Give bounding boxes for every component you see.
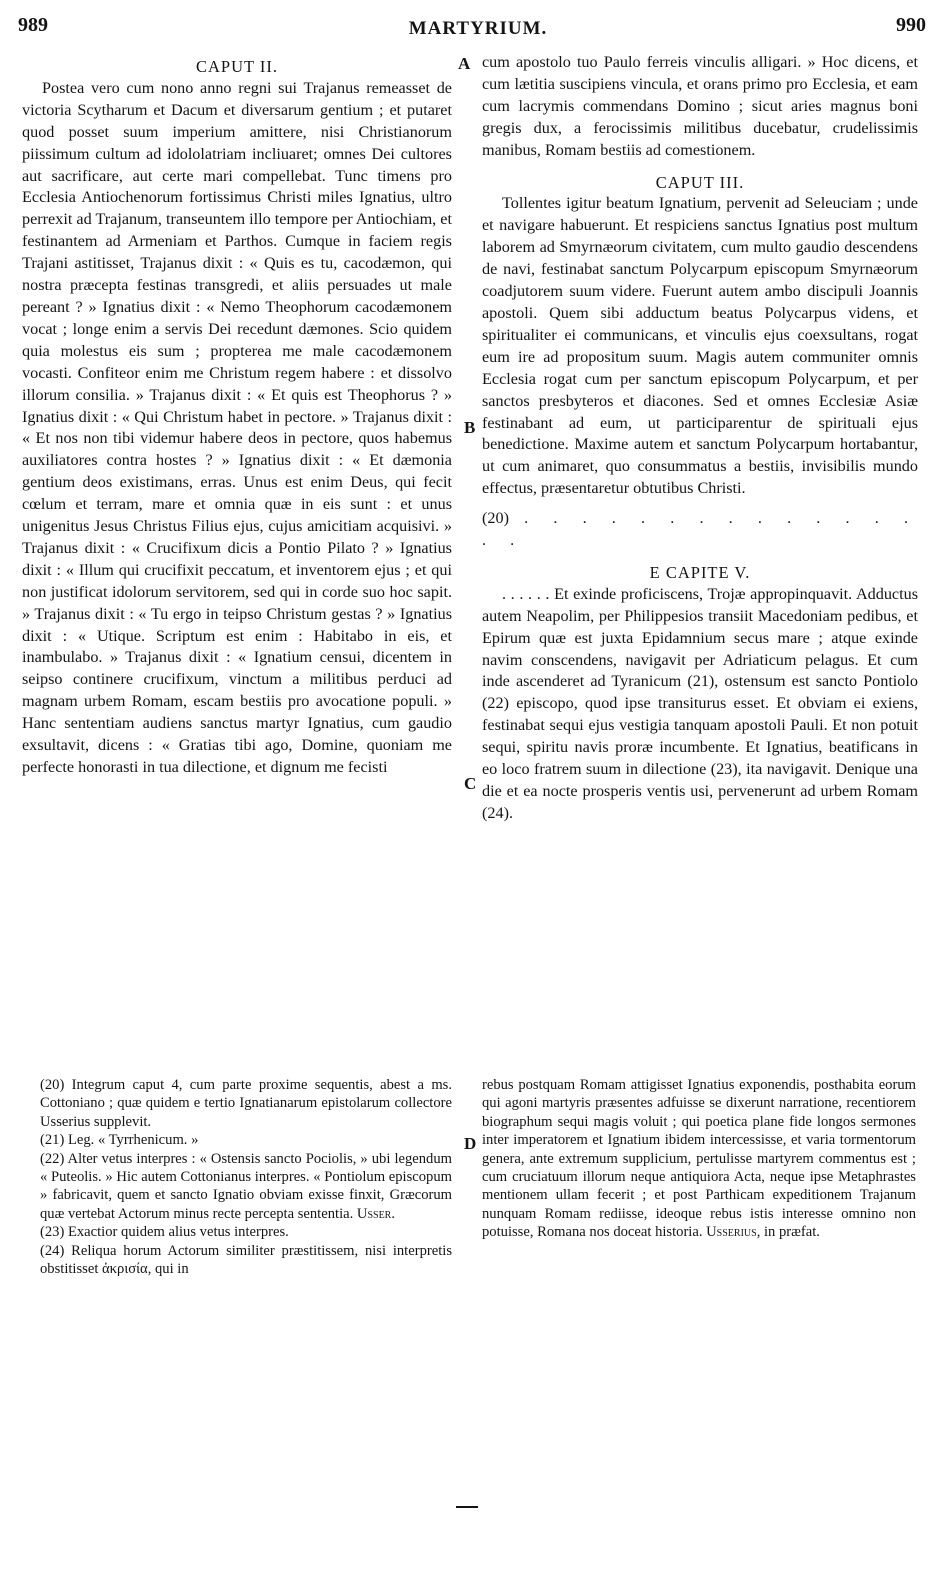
chapter-iii-paragraph: Tollentes igitur beatum Ignatium, pervenit ad Seleuciam ; unde et navigare habuerunt. Et respiciens sanctus Ignatius post multum laborem ad Smyrnæorum civitatem, cum multo gaudio descendens de navi, festinabat sanctum Polycarpum episcopum Smyrnæorum coadjutorem suum videre. Fuerunt autem ambo discipuli Joannis apostoli. Quem sibi adductum beatus Polycarpus videns, et spiritualiter ei communicans, et vinculis ejus coexsultans, rogat eum ire ad propositum suum. Magis autem communiter omnis Ecclesia rogat cum per sanctum episcopum Polycarpum, et per sanctos presbyteros et diacones. Sed et omnes Ecclesiæ Asiæ festinabant ad eum, ut participarentur de spirituali ejus benedictione. Maxime autem et sanctum Polycarpum hortabantur, ut cum animaret, quo consummatus a bestiis, invisibilis mundo effectus, præsentaretur obtutibus Christi. (482, 194, 918, 498)
chapter-heading-caput-ii: CAPUT II. (195, 57, 279, 76)
margin-marker-c: C (464, 774, 477, 793)
chapter-v-paragraph (482, 584, 918, 825)
footnote-24-tail: , qui in (147, 1261, 189, 1278)
footnote-20: (20) Integrum caput 4, cum parte proxime sequentis, abest a ms. Cottoniano ; quæ quidem e tertio Ignatianarum epistolarum collectore Usserius supplevit. (40, 1077, 452, 1130)
lacuna-line (482, 508, 918, 552)
right-page-number: 990 (896, 14, 926, 36)
footnote-continuation-text: rebus postquam Romam attigisset Ignatius exponendis, posthabita eorum qui agoni martyris præsentes adfuisse se dixerunt narratione, recentiorem biographum sequi magis voluit ; qui poetica plane fide longos sermones inter imperatorem et Ignatium ibidem intercessisse, et varia tormentorum genera, ante extremum supplicium, pertulisse martyrem commentus est ; cum cruciatuum illorum neque antiquiora Acta, neque ipse Metaphrastes mentionem ullam fecerit ; et post Parthicam expeditionem Trajanum nunquam Romam rediisse, ideoque rebus istis interesse omnino non potuisse, Romana nos doceat historia. (482, 1077, 916, 1241)
margin-marker-d: D (464, 1134, 477, 1153)
footnote-24-continuation (482, 1076, 916, 1242)
footnote-ref-20: (20) (482, 509, 509, 528)
chapter-heading-e-capite-v: E CAPITE V. (649, 562, 751, 582)
margin-marker-a: A (458, 54, 471, 73)
footnote-22-author: Usser. (356, 1205, 395, 1222)
footnotes-right (482, 1076, 916, 1242)
footnote-22-text: (22) Alter vetus interpres : « Ostensis sancto Pociolis, » ubi legendum « Puteolis. » Hic autem Cottonianus interpres. « Pontiolum episcopum » fabricavit, quem et sancto Ignatio obviam exisse finxit, Græcorum quæ vertebat Actorum minus recte percepta sententia. (40, 1150, 452, 1222)
chapter-heading-caput-iii: CAPUT III. (655, 172, 745, 192)
chapter-v-leading-dots: . . . . . . (502, 584, 550, 603)
footnote-continuation-author: Usserius (706, 1224, 757, 1241)
page-end-rule (456, 1506, 478, 1508)
footnote-22 (40, 1150, 452, 1224)
footnote-24 (40, 1242, 452, 1279)
left-page-number: 989 (18, 14, 48, 36)
chapter-ii-continuation: cum apostolo tuo Paulo ferreis vinculis alligari. » Hoc dicens, et cum lætitia suscipiens vincula, et orans primo pro Ecclesia, et eam cum lacrymis commendans Domino ; sicut aries magnus boni gregis dux, a ferocissimis militibus ducebatur, crudelissimis manibus, Romam bestiis ad comestionem. (482, 53, 918, 159)
right-text-column (482, 52, 918, 825)
footnote-21: (21) Leg. « Tyrrhenicum. » (40, 1132, 199, 1149)
lacuna-dots: . . . . . . . . . . . . . . . . (482, 509, 919, 550)
margin-marker-b: B (464, 418, 476, 437)
footnotes-left (40, 1076, 452, 1278)
left-text-column (22, 56, 452, 779)
page-header (18, 14, 938, 44)
footnote-23: (23) Exactior quidem alius vetus interpres. (40, 1224, 289, 1241)
footnote-continuation-tail: , in præfat. (756, 1224, 820, 1241)
chapter-v-text: Et exinde proficiscens, Trojæ appropinquavit. Adductus autem Neapolim, per Philippesios transiit Macedoniam pedibus, et Epirum quæ est juxta Epidamnium secus mare ; atque exinde navim conscendens, navigavit per Adriaticum pelagus. Et cum inde ascenderet ad Tyranicum (21), ostensum est sancto Pontiolo (22) episcopo, quod ipse transiturus esset. Et obviam ei exiens, festinabat sequi ejus vestigia tanquam apostoli Pauli. Et non potuit sequi, spiritu navis proræ incumbente. Et Ignatius, beatificans in eo loco fratrem suum in dilectione (23), ita navigavit. Denique una die et ea nocte prosperis ventis usi, pervenerunt ad urbem Romam (24). (482, 584, 918, 822)
running-title: MARTYRIUM. (408, 18, 548, 39)
chapter-ii-paragraph: Postea vero cum nono anno regni sui Trajanus remeasset de victoria Scytharum et Dacum et diversarum gentium ; et putaret quod posset suum imperium amittere, nisi Christianorum piissimum cultum ad idololatriam incliuaret; omnes Dei cultores aut sacrificare, aut certe mari compellebat. Tunc timens pro Ecclesia Antiochenorum fortissimus Christi miles Ignatius, ultro perrexit ad Trajanum, transeuntem illo tempore per Antiochiam, et festinantem ad Armeniam et Parthos. Cumque in faciem regis Trajani astitisset, Trajanus dixit : « Quis es tu, cacodæmon, qui nostra præcepta festinas transgredi, et aliis persuades ut male pereant ? » Ignatius dixit : « Nemo Theophorum cacodæmonem vocat ; longe enim a servis Dei recedunt dæmones. Scio quidem quia molestus eis sum ; propterea me male cacodæmonem vocasti. Confiteor enim me Christum regem habere : et dissolvo illorum consilia. » Trajanus dixit : « Et quis est Theophorus ? » Ignatius dixit : « Qui Christum habet in pectore. » Trajanus dixit : « Et nos non tibi videmur habere deos in pectore, quos habemus auxiliatores contra hostes ? » Ignatius dixit : « Et dæmonia gentium deos existimans, erras. Unus est enim Deus, qui fecit cœlum et terram, mare et omnia quæ in eis sunt : et unus unigenitus Jesus Christus Filius ejus, cujus amicitiam acquisivi. » Trajanus dixit : « Crucifixum dicis a Pontio Pilato ? » Ignatius dixit : « Illum qui crucifixit peccatum, et inventorem ejus ; et qui non justificat idolorum servitorem, sed qui in corde suo hoc sapit. » Trajanus dixit : « Tu ergo in teipso Christum gestas ? » Ignatius dixit : « Utique. Scriptum est enim : Habitabo in eis, et inambulabo. » Trajanus dixit : « Ignatium censui, dicentem in seipso continere crucifixum, vinctum a militibus perduci ad magnam urbem Romam, escam bestiis pro avocatione populi. » Hanc sententiam audiens sanctus martyr Ignatius, cum gaudio exsultavit, dicens : « Gratias tibi ago, Domine, quoniam me perfecte honorasti in tua dilectione, et dignum me fecisti (22, 78, 452, 776)
footnote-24-greek: ἀκρισία (102, 1261, 148, 1278)
footnote-24-text: (24) Reliqua horum Actorum similiter præstitissem, nisi interpretis obstitisset (40, 1242, 452, 1278)
